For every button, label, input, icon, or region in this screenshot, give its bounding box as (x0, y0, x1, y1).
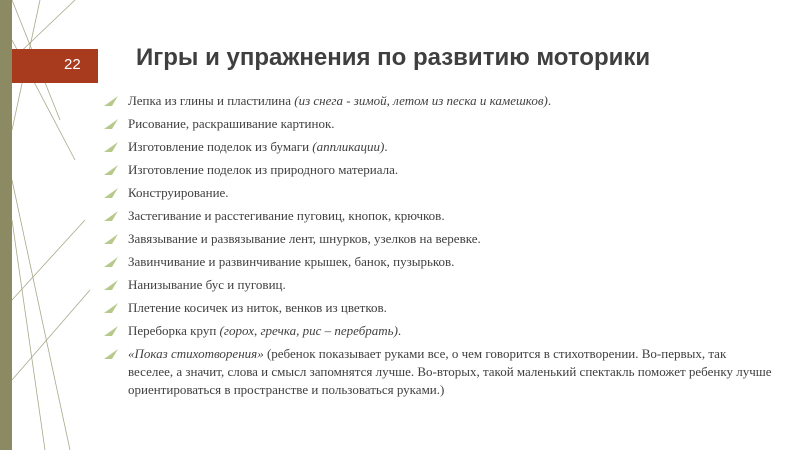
arrow-bullet-icon (104, 119, 118, 129)
list-item: Конструирование. (104, 184, 774, 202)
list-item: Изготовление поделок из бумаги (аппликации). (104, 138, 774, 156)
arrow-bullet-icon (104, 257, 118, 267)
list-item: Завязывание и развязывание лент, шнурков, узелков на веревке. (104, 230, 774, 248)
list-item: Лепка из глины и пластилина (из снега - зимой, летом из песка и камешков). (104, 92, 774, 110)
arrow-bullet-icon (104, 303, 118, 313)
slide-number-badge (12, 49, 98, 83)
arrow-bullet-icon (104, 326, 118, 336)
page-title: Игры и упражнения по развитию моторики (136, 44, 651, 71)
list-item: «Показ стихотворения» (ребенок показывает руками все, о чем говорится в стихотворении. Во-первых, так веселее, а значит, слова и смысл запомнятся лучше. Во-вторых, такой маленький спектакль поможет ребенку лучше ориентироваться в пространстве и пользоваться руками.) (104, 345, 774, 399)
arrow-bullet-icon (104, 96, 118, 106)
list-item: Изготовление поделок из природного материала. (104, 161, 774, 179)
arrow-bullet-icon (104, 234, 118, 244)
arrow-bullet-icon (104, 142, 118, 152)
arrow-bullet-icon (104, 280, 118, 290)
slide-number: 22 (64, 56, 81, 73)
list-item: Переборка круп (горох, гречка, рис – перебрать). (104, 322, 774, 340)
arrow-bullet-icon (104, 211, 118, 221)
list-item: Рисование, раскрашивание картинок. (104, 115, 774, 133)
list-item: Нанизывание бус и пуговиц. (104, 276, 774, 294)
arrow-bullet-icon (104, 165, 118, 175)
list-item: Застегивание и расстегивание пуговиц, кнопок, крючков. (104, 207, 774, 225)
bullet-list (104, 92, 774, 404)
arrow-bullet-icon (104, 188, 118, 198)
list-item: Плетение косичек из ниток, венков из цветков. (104, 299, 774, 317)
list-item: Завинчивание и развинчивание крышек, банок, пузырьков. (104, 253, 774, 271)
arrow-bullet-icon (104, 349, 118, 359)
